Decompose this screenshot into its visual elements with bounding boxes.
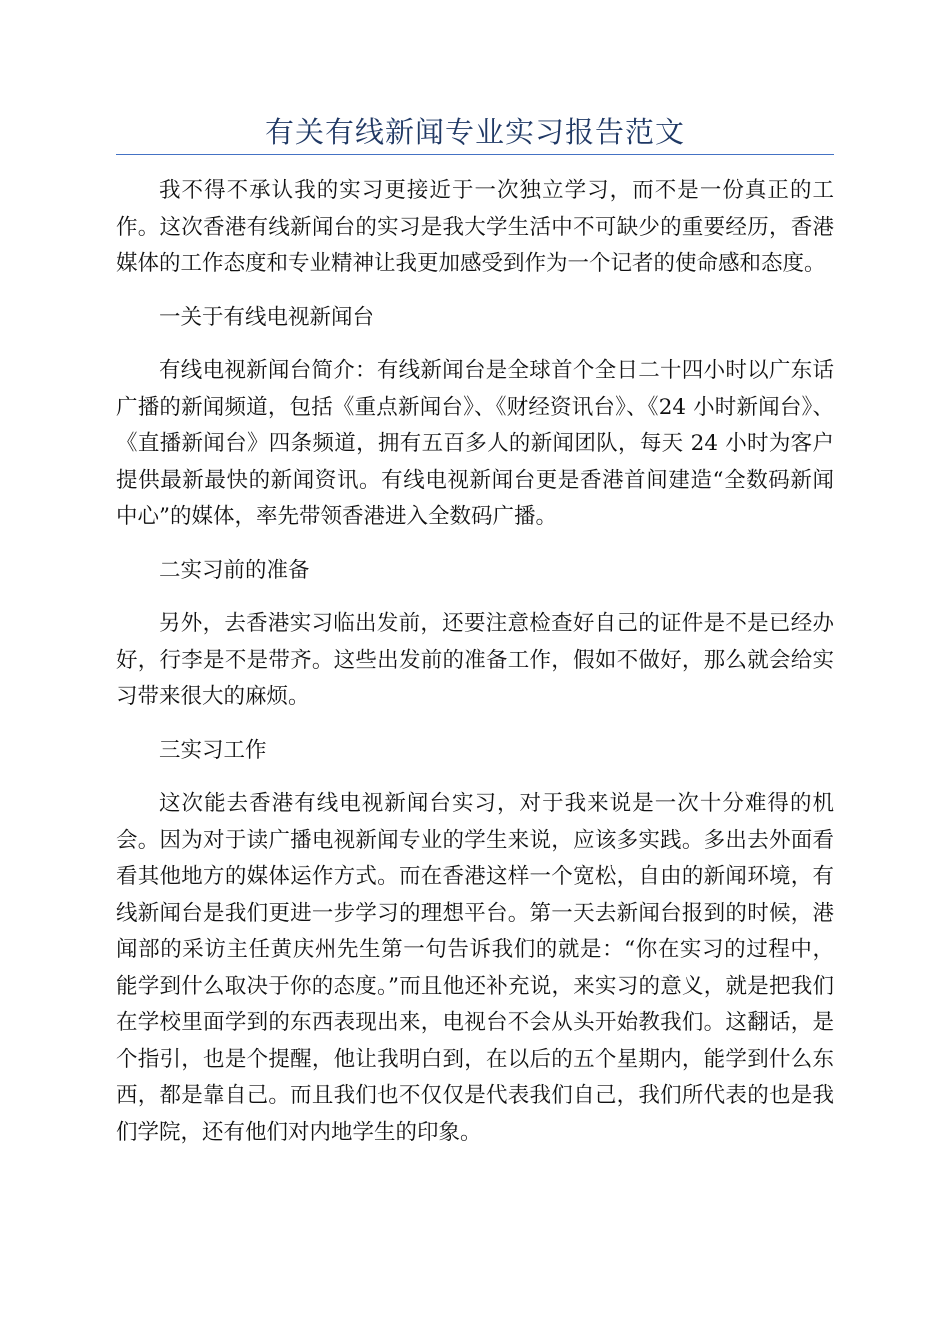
document-title: 有关有线新闻专业实习报告范文 xyxy=(264,115,685,149)
preparation-paragraph: 另外，去香港实习临出发前，还要注意检查好自己的证件是不是已经办好，行李是不是带齐。这些出发前的准备工作，假如不做好，那么就会给实习带来很大的麻烦。 xyxy=(116,611,834,709)
station-intro-paragraph: 有线电视新闻台简介：有线新闻台是全球首个全日二十四小时以广东话广播的新闻频道，包括《重点新闻台》、《财经资讯台》、《24 小时新闻台》、《直播新闻台》四条频道，拥有五百多人的新闻团队，每天 24 小时为客户提供最新最快的新闻资讯。有线电视新闻台更是香港首间建造“全数码新闻中心”的媒体，率先带领香港进入全数码广播。 xyxy=(116,358,834,529)
title-underline xyxy=(116,154,834,155)
section-heading-about-station: 一关于有线电视新闻台 xyxy=(159,304,375,330)
work-paragraph: 这次能去香港有线电视新闻台实习，对于我来说是一次十分难得的机会。因为对于读广播电视新闻专业的学生来说，应该多实践。多出去外面看看其他地方的媒体运作方式。而在香港这样一个宽松，自由的新闻环境，有线新闻台是我们更进一步学习的理想平台。第一天去新闻台报到的时候，港闻部的采访主任黄庆州先生第一句告诉我们的就是：“你在实习的过程中，能学到什么取决于你的态度。”而且他还补充说，来实习的意义，就是把我们在学校里面学到的东西表现出来，电视台不会从头开始教我们。这翻话，是个指引，也是个提醒，他让我明白到，在以后的五个星期内，能学到什么东西，都是靠自己。而且我们也不仅仅是代表我们自己，我们所代表的也是我们学院，还有他们对内地学生的印象。 xyxy=(116,791,834,1145)
document-body xyxy=(116,173,834,1168)
section-heading-preparation: 二实习前的准备 xyxy=(159,557,310,583)
section-heading-work: 三实习工作 xyxy=(159,737,267,763)
intro-paragraph: 我不得不承认我的实习更接近于一次独立学习，而不是一份真正的工作。这次香港有线新闻台的实习是我大学生活中不可缺少的重要经历，香港媒体的工作态度和专业精神让我更加感受到作为一个记者的使命感和态度。 xyxy=(116,178,834,276)
